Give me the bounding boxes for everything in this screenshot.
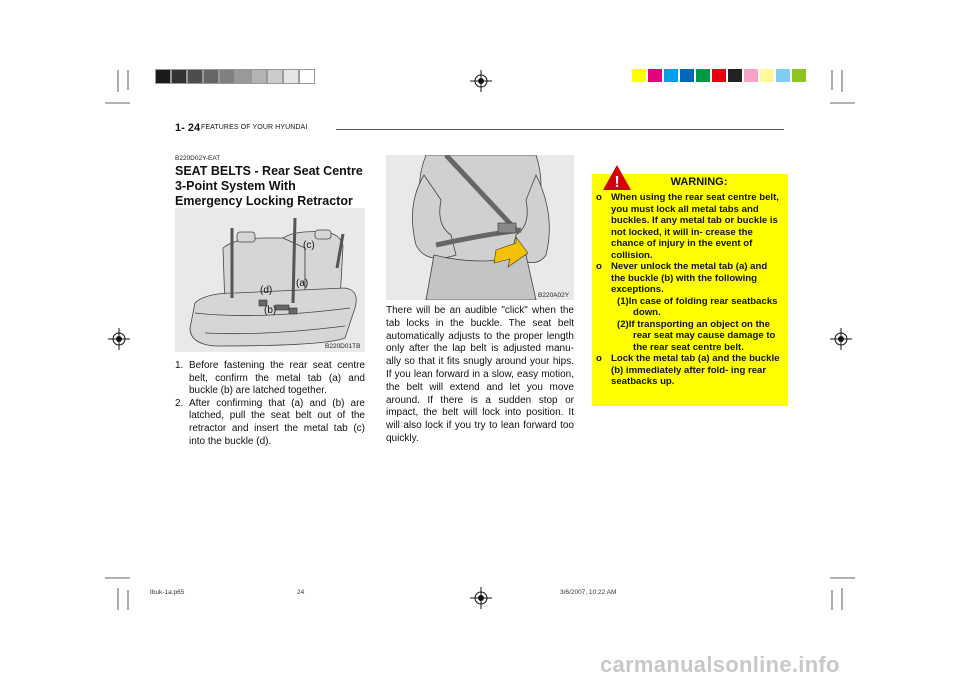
footer-date: 3/6/2007, 10:22 AM [560,589,617,596]
warning-box [592,174,788,406]
warning-list [596,192,784,388]
color-swatch [664,69,678,82]
gray-swatch [235,69,251,84]
section-title: FEATURES OF YOUR HYUNDAI [201,124,308,131]
label-b: (b) [264,305,277,316]
warning-item: o Lock the metal tab (a) and the buckle (b) immediately after fold- ing rear seatbacks up. [596,353,780,387]
label-d: (d) [260,285,273,296]
label-a: (a) [296,278,309,289]
color-swatch [680,69,694,82]
color-swatch [696,69,710,82]
figure-code-left: B220D01TB [325,343,361,350]
color-swatch [632,69,646,82]
warning-subitem: (2)If transporting an object on the rear seat may cause damage to the rear seat centre belt. [617,318,776,353]
gray-swatch [219,69,235,84]
buckle-illustration [386,155,574,300]
gray-swatch [283,69,299,84]
step-item: 1. Before fastening the rear seat centre belt, confirm the metal tab (a) and buckle (b) are latched together. [175,360,365,397]
watermark: carmanualsonline.info [600,652,840,677]
page-number: 1- 24 [175,122,201,134]
color-swatch [792,69,806,82]
step-item: 2. After confirming that (a) and (b) are latched, pull the seat belt out of the retractor and insert the metal tab (c) into the buckle (d). [175,397,365,447]
buckle-figure [386,155,574,300]
warning-title: WARNING: [670,176,728,188]
color-swatch [760,69,774,82]
footer-filename: tbuk-1a.p65 [150,589,185,596]
gray-swatch [171,69,187,84]
warning-item: o When using the rear seat centre belt, you must lock all metal tabs and buckles. If any metal tab or buckle is not locked, it will in- crease the chance of injury in the event of collision. [596,192,779,261]
gray-swatch [267,69,283,84]
svg-text:!: ! [614,174,620,191]
gray-swatch [203,69,219,84]
figure-code-middle: B220A02Y [538,292,570,299]
gray-swatch [155,69,171,84]
rear-seat-illustration [175,208,365,352]
label-c: (c) [303,240,315,251]
section-code: B220D02Y-EAT [175,155,221,162]
color-swatch [648,69,662,82]
registration-mark-top-icon [470,70,492,92]
warning-subitem: (1)In case of folding rear seatbacks down. [617,295,778,318]
color-swatch [712,69,726,82]
gray-swatch [299,69,315,84]
registration-mark-right-icon [830,328,852,350]
header-rule [336,129,784,130]
color-swatch [744,69,758,82]
rear-seat-figure [175,208,365,352]
gray-swatch [187,69,203,84]
color-swatch [728,69,742,82]
gray-swatch [251,69,267,84]
registration-mark-left-icon [108,328,130,350]
body-paragraph: There will be an audible "click" when the tab locks in the buckle. The seat belt automatically adjusts to the proper length only after the lap belt is adjusted manu- ally so that it fits snugly around your hips. If you lean forward in a slow, easy motion, the belt will extend and let you move around. If there is a sudden stop or impact, the belt will lock into position. It will also lock if you try to lean forward too quickly. [386,305,574,444]
registration-mark-bottom-icon [470,587,492,609]
warning-item: o Never unlock the metal tab (a) and the buckle (b) with the following exceptions. (1)In case of folding rear seatbacks down. (2)If transporting an object on the rear seat may cause damage to the rear seat centre belt. [596,261,784,353]
instruction-steps [175,360,365,448]
section-heading: SEAT BELTS - Rear Seat Centre 3-Point System With Emergency Locking Retractor [175,164,363,208]
footer-page: 24 [297,589,305,596]
color-swatch [776,69,790,82]
